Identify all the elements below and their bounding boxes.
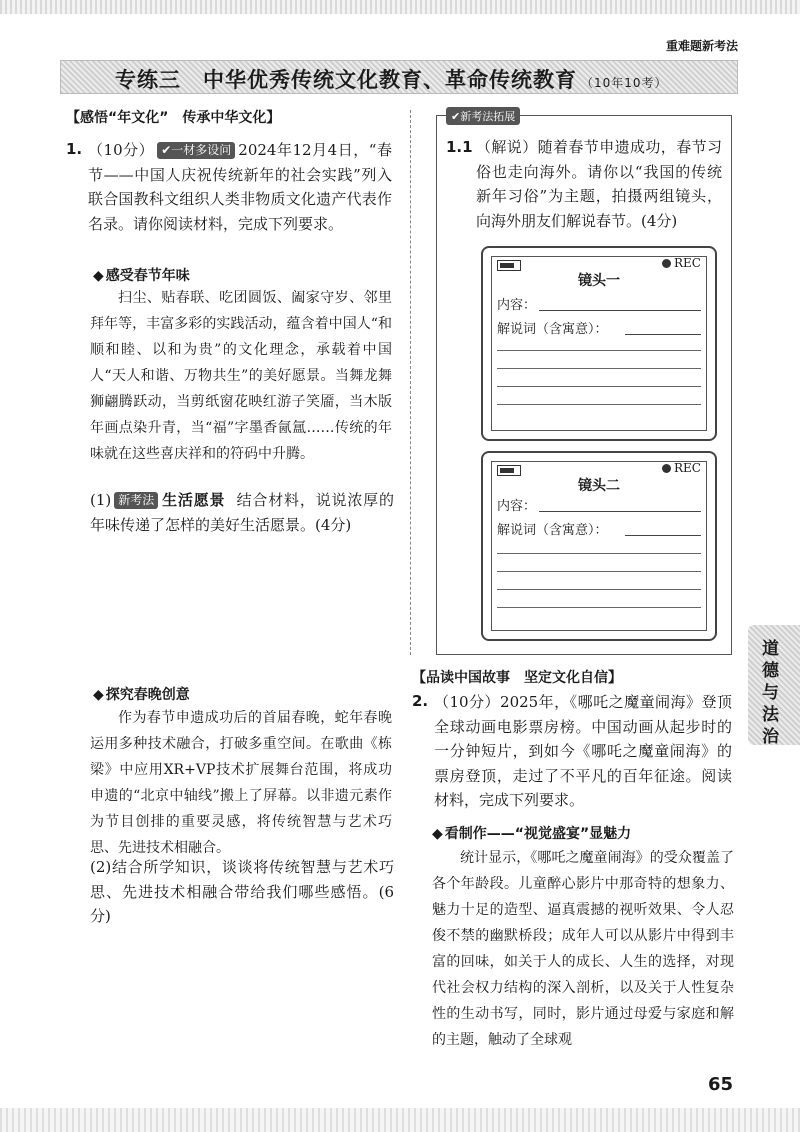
question-1-stem bbox=[88, 138, 392, 236]
column-divider bbox=[410, 110, 411, 655]
scan-noise-top bbox=[0, 0, 800, 14]
question-1-2: (2)结合所学知识，谈谈将传统智慧与艺术巧思、先进技术相融合带给我们哪些感悟。(6分) bbox=[90, 858, 394, 925]
question-1-1: (1) 新考法 生活愿景 结合材料，说说浓厚的年味传递了怎样的美好生活愿景。(4分) bbox=[90, 491, 394, 534]
scan-noise-bottom bbox=[0, 1108, 800, 1132]
page-number: 65 bbox=[708, 1074, 734, 1095]
question-number-1-1: 1.1 bbox=[446, 138, 473, 156]
answer-line[interactable] bbox=[497, 571, 701, 572]
commentary-answer-line[interactable] bbox=[625, 535, 701, 536]
answer-line[interactable] bbox=[497, 553, 701, 554]
extension-label: ✔新考法拓展 bbox=[446, 107, 520, 125]
content-answer-line[interactable] bbox=[539, 310, 701, 311]
title-main: 专练三 中华优秀传统文化教育、革命传统教育 bbox=[115, 68, 577, 92]
question-2-stem: （10分）2025年，《哪吒之魔童闹海》登顶全球动画电影票房榜。中国动画从起步时的一分钟短片，到如今《哪吒之魔童闹海》的票房登顶，走过了不平凡的百年征途。阅读材料，完成下列要求。 bbox=[434, 693, 732, 809]
camera-2-title: 镜头二 bbox=[578, 478, 620, 494]
new-method-tag: 新考法 bbox=[114, 492, 158, 509]
running-header: 重难题新考法 bbox=[665, 39, 738, 53]
camera-frame-2 bbox=[481, 451, 717, 641]
question-number: 1. bbox=[66, 140, 83, 158]
subheading-production: ◆ 看制作——“视觉盛宴”显魅力 bbox=[432, 826, 632, 842]
page-title bbox=[115, 64, 668, 94]
question-1-1-extension: （解说）随着春节申遗成功，春节习俗也走向海外。请你以“我国的传统新年习俗”为主题，拍摄两组镜头，向海外朋友们解说春节。(4分) bbox=[476, 138, 722, 230]
material-3: 统计显示，《哪吒之魔童闹海》的受众覆盖了各个年龄段。儿童醉心影片中那奇特的想象力、魅力十足的造型、逼真震撼的视听效果、令人忍俊不禁的幽默桥段；成年人可以从影片中得到丰富的回味，如关于人的成长、人生的选择，对现代社会权力结构的深入剖析，以及关于人性复杂性的生动书写，同时，影片通过母爱与家庭和解的主题，触动了全球观 bbox=[432, 850, 734, 1048]
answer-line[interactable] bbox=[497, 386, 701, 387]
commentary-answer-line[interactable] bbox=[625, 334, 701, 335]
answer-line[interactable] bbox=[497, 607, 701, 608]
question-1-score: （10分） bbox=[88, 141, 155, 159]
content-answer-line[interactable] bbox=[539, 511, 701, 512]
subheading-gala: ◆ 探究春晚创意 bbox=[93, 687, 190, 703]
rec-indicator: REC bbox=[662, 256, 701, 270]
question-number-2: 2. bbox=[412, 692, 429, 710]
diamond-icon: ◆ bbox=[432, 826, 443, 842]
camera-frame-1 bbox=[481, 246, 717, 441]
title-sub: （10年10考） bbox=[581, 76, 668, 90]
question-1-1-focus: 生活愿景 bbox=[161, 491, 226, 509]
commentary-label: 解说词（含寓意）： bbox=[497, 322, 608, 337]
multi-question-tag: ✔一材多设问 bbox=[157, 142, 235, 159]
content-label: 内容： bbox=[497, 499, 537, 514]
record-dot-icon bbox=[662, 464, 671, 473]
material-1: 扫尘、贴春联、吃团圆饭、阖家守岁、邻里拜年等，丰富多彩的实践活动，蕴含着中国人“和顺和睦、以和为贵”的文化理念，承载着中国人“天人和谐、万物共生”的美好愿景。当舞龙舞狮翩腾跃动，当剪纸窗花映红游子笑靥，当木版年画点染升青，当“福”字墨香氤氲……传统的年味就在这些喜庆祥和的符码中升腾。 bbox=[90, 290, 392, 462]
diamond-icon: ◆ bbox=[93, 268, 104, 284]
answer-line[interactable] bbox=[497, 368, 701, 369]
record-dot-icon bbox=[662, 259, 671, 268]
answer-line[interactable] bbox=[497, 404, 701, 405]
diamond-icon: ◆ bbox=[93, 687, 104, 703]
question-1-text: 2024年12月4日，“春节——中国人庆祝传统新年的社会实践”列入联合国教科文组织人类非物质文化遗产代表作名录。请你阅读材料，完成下列要求。 bbox=[88, 141, 392, 233]
rec-indicator: REC bbox=[662, 461, 701, 475]
commentary-label: 解说词（含寓意）： bbox=[497, 523, 608, 538]
material-2: 作为春节申遗成功后的首届春晚，蛇年春晚运用多种技术融合，打破多重空间。在歌曲《栋梁》中应用XR+VP技术扩展舞台范围，将成功申遗的“北京中轴线”搬上了屏幕。以非遗元素作为节目创排的重要灵感，将传统智慧与艺术巧思、先进技术相融合。 bbox=[90, 710, 392, 856]
section-heading-culture: 【感悟“年文化” 传承中华文化】 bbox=[66, 110, 281, 126]
answer-line[interactable] bbox=[497, 350, 701, 351]
answer-line[interactable] bbox=[497, 589, 701, 590]
subheading-spring-festival: ◆ 感受春节年味 bbox=[93, 268, 190, 284]
section-heading-stories: 【品读中国故事 坚定文化自信】 bbox=[412, 670, 622, 686]
content-label: 内容： bbox=[497, 298, 537, 313]
subject-side-tab-label: 道德与法治 bbox=[762, 639, 779, 747]
camera-1-title: 镜头一 bbox=[578, 273, 620, 289]
